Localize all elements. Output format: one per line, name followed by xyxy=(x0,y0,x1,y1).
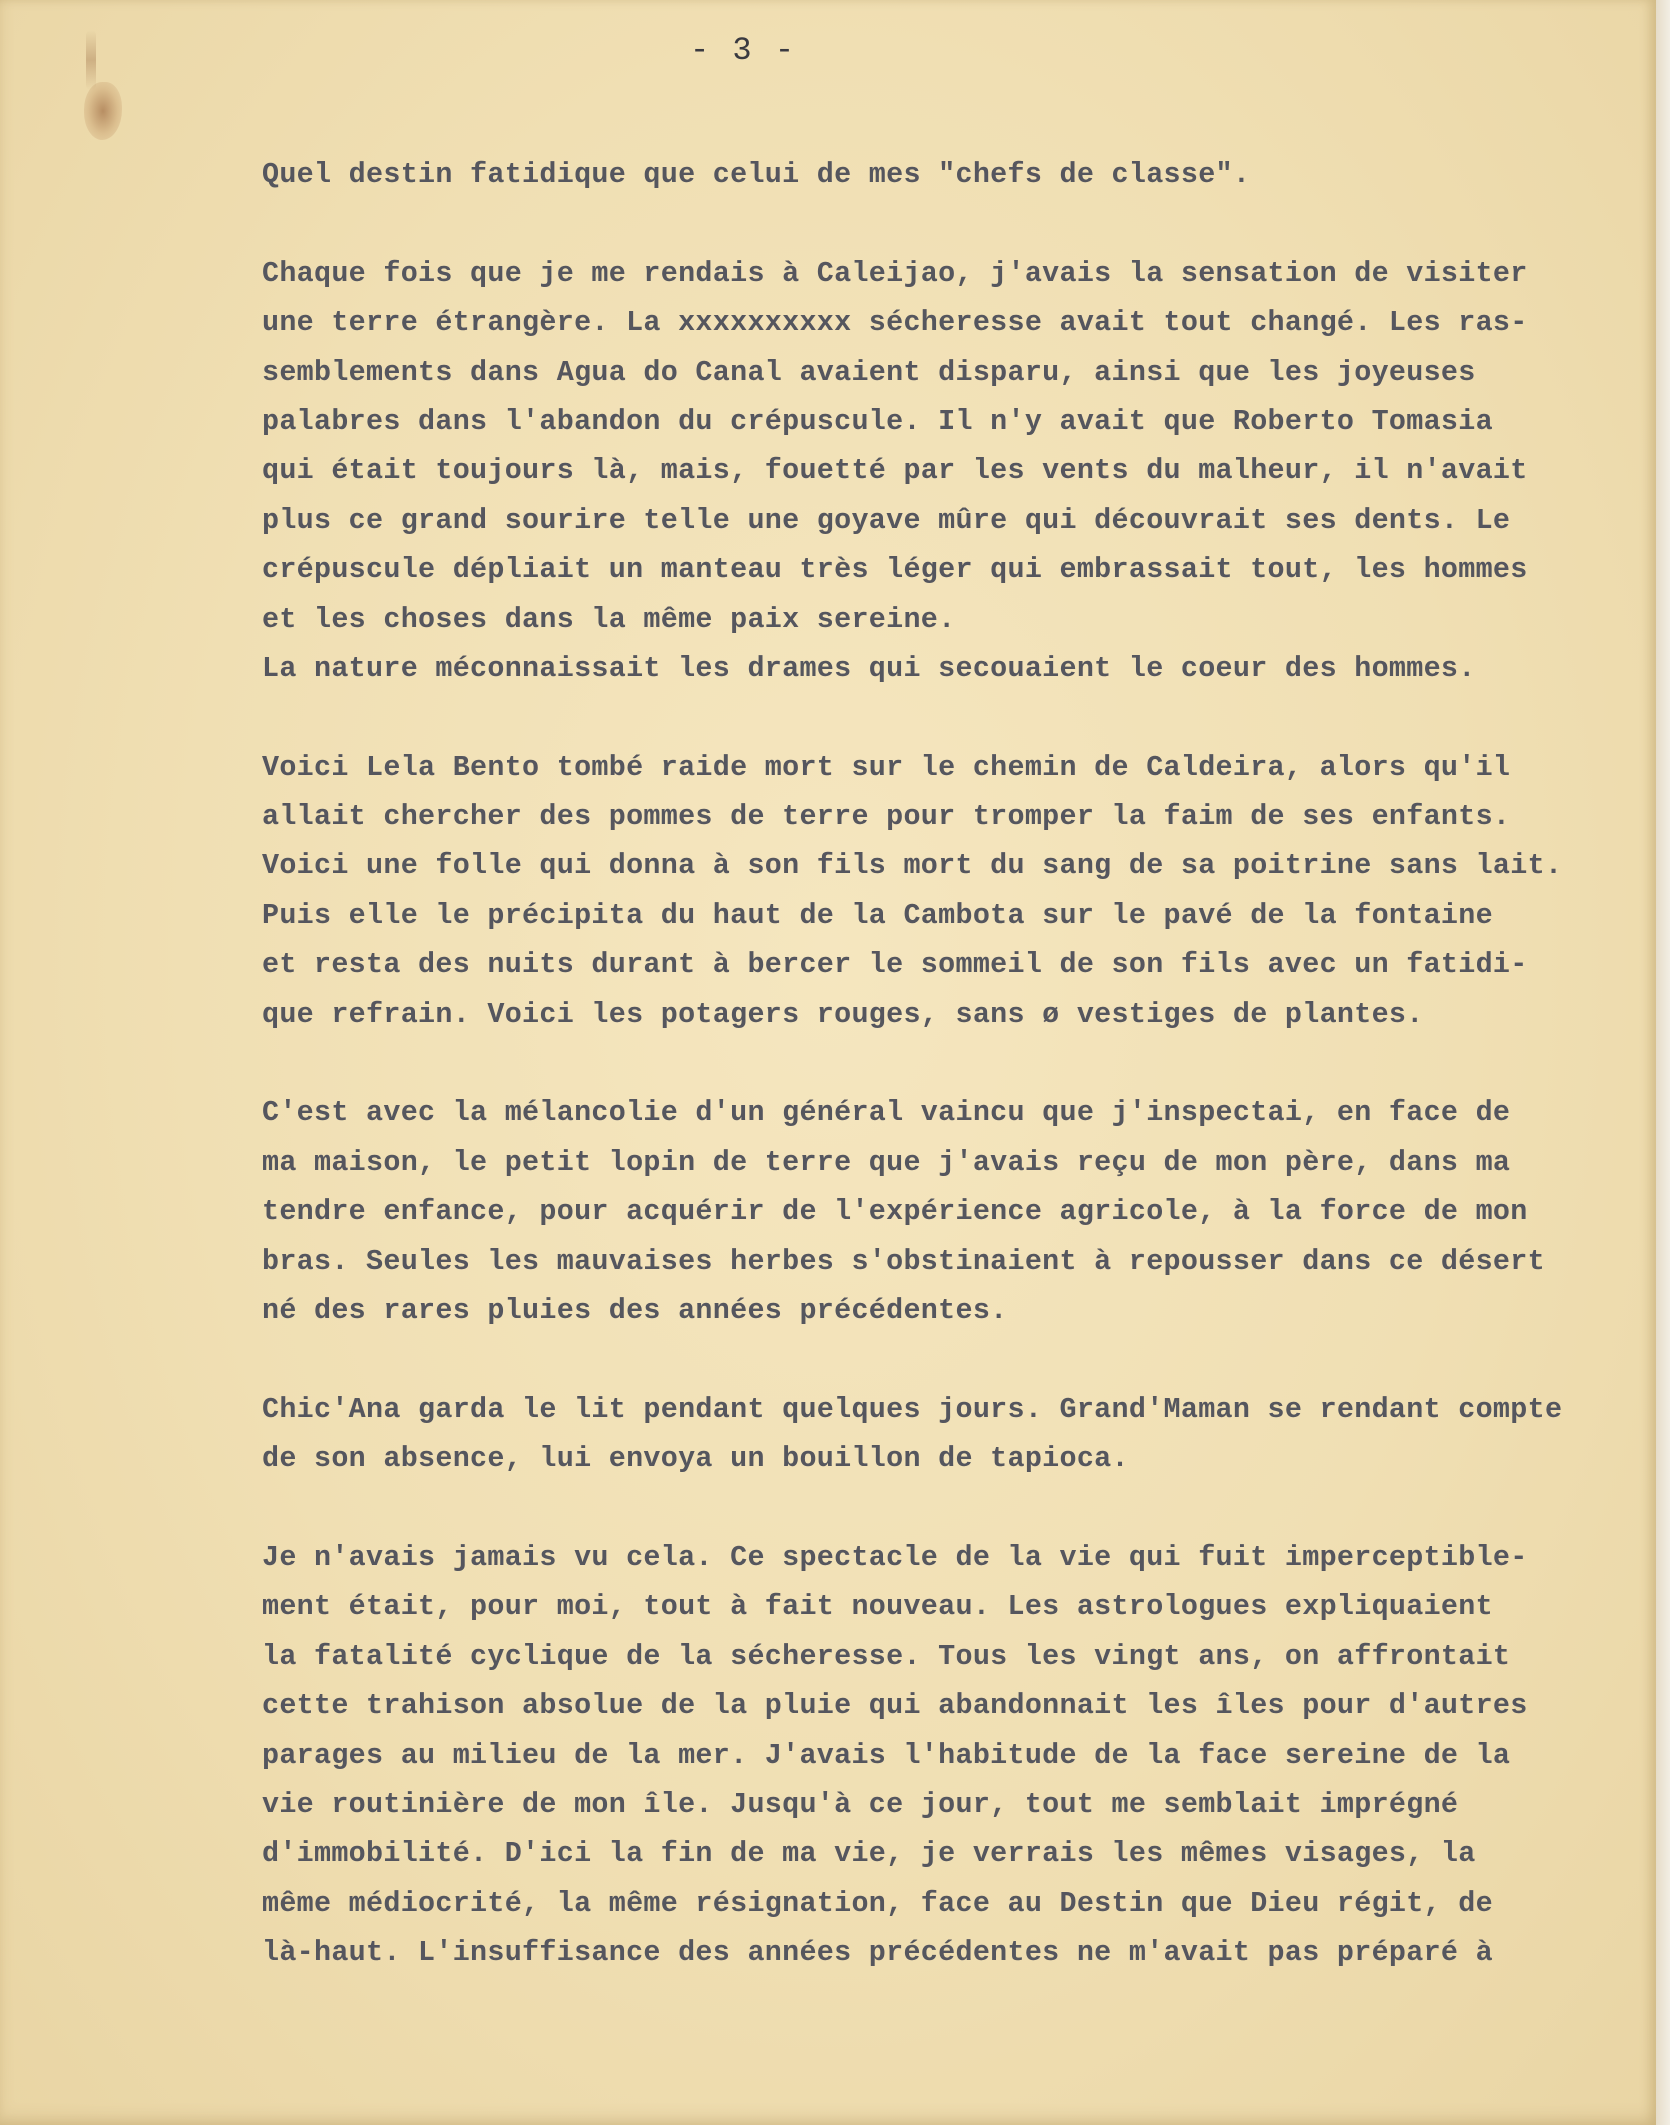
text-line: vie routinière de mon île. Jusqu'à ce jour, tout me semblait imprégné xyxy=(262,1787,1459,1821)
paragraph xyxy=(262,743,1662,1039)
paragraph xyxy=(262,1533,1662,1978)
text-line: ma maison, le petit lopin de terre que j'avais reçu de mon père, dans ma xyxy=(262,1145,1511,1179)
text-line: bras. Seules les mauvaises herbes s'obstinaient à repousser dans ce désert xyxy=(262,1244,1545,1278)
paragraph-gap xyxy=(262,1039,1662,1088)
text-line: tendre enfance, pour acquérir de l'expérience agricole, à la force de mon xyxy=(262,1195,1528,1229)
text-line: palabres dans l'abandon du crépuscule. Il n'y avait que Roberto Tomasia xyxy=(262,404,1493,438)
text-line: Chaque fois que je me rendais à Caleijao, j'avais la sensation de visiter xyxy=(262,256,1528,290)
text-line: Puis elle le précipita du haut de la Cambota sur le pavé de la fontaine xyxy=(262,898,1493,932)
paragraph-gap xyxy=(262,199,1662,248)
paragraph xyxy=(262,249,1662,694)
text-line: crépuscule dépliait un manteau très léger qui embrassait tout, les hommes xyxy=(262,553,1528,587)
paragraph-gap xyxy=(262,1484,1662,1533)
text-line: plus ce grand sourire telle une goyave mûre qui découvrait ses dents. Le xyxy=(262,503,1511,537)
text-line: Quel destin fatidique que celui de mes "chefs de classe". xyxy=(262,158,1251,191)
paper-stain xyxy=(86,30,96,90)
text-line: de son absence, lui envoya un bouillon de tapioca. xyxy=(262,1442,1129,1476)
paragraph-gap xyxy=(262,693,1662,742)
text-line: et resta des nuits durant à bercer le sommeil de son fils avec un fatidi- xyxy=(262,948,1528,982)
text-line: parages au milieu de la mer. J'avais l'habitude de la face sereine de la xyxy=(262,1738,1511,1772)
page-number: - 3 - xyxy=(690,32,797,69)
paragraph xyxy=(262,1088,1662,1335)
text-line: semblements dans Agua do Canal avaient disparu, ainsi que les joyeuses xyxy=(262,355,1476,389)
text-line: Je n'avais jamais vu cela. Ce spectacle de la vie qui fuit imperceptible- xyxy=(262,1540,1528,1574)
text-line: cette trahison absolue de la pluie qui abandonnait les îles pour d'autres xyxy=(262,1689,1528,1723)
text-line: une terre étrangère. La xxxxxxxxxx sécheresse avait tout changé. Les ras- xyxy=(262,306,1528,340)
paragraph-gap xyxy=(262,1335,1662,1384)
text-line: allait chercher des pommes de terre pour tromper la faim de ses enfants. xyxy=(262,800,1511,834)
page-body xyxy=(262,150,1662,1977)
text-line: et les choses dans la même paix sereine. xyxy=(262,602,956,636)
paragraph xyxy=(262,150,1662,199)
text-line: d'immobilité. D'ici la fin de ma vie, je verrais les mêmes visages, la xyxy=(262,1837,1476,1871)
text-line: là-haut. L'insuffisance des années précédentes ne m'avait pas préparé à xyxy=(262,1936,1493,1970)
text-line: Voici une folle qui donna à son fils mort du sang de sa poitrine sans lait. xyxy=(262,849,1563,883)
text-line: né des rares pluies des années précédentes. xyxy=(262,1293,1008,1327)
paper-edge xyxy=(1656,0,1670,2125)
text-line: ment était, pour moi, tout à fait nouveau. Les astrologues expliquaient xyxy=(262,1590,1493,1624)
text-line: que refrain. Voici les potagers rouges, sans ø vestiges de plantes. xyxy=(262,997,1424,1031)
text-line: qui était toujours là, mais, fouetté par les vents du malheur, il n'avait xyxy=(262,454,1528,488)
text-line: C'est avec la mélancolie d'un général vaincu que j'inspectai, en face de xyxy=(262,1096,1511,1130)
text-line: Chic'Ana garda le lit pendant quelques jours. Grand'Maman se rendant compte xyxy=(262,1392,1563,1426)
text-line: la fatalité cyclique de la sécheresse. Tous les vingt ans, on affrontait xyxy=(262,1639,1511,1673)
text-line: Voici Lela Bento tombé raide mort sur le chemin de Caldeira, alors qu'il xyxy=(262,750,1511,784)
text-line: La nature méconnaissait les drames qui secouaient le coeur des hommes. xyxy=(262,651,1476,685)
paragraph xyxy=(262,1385,1662,1484)
paper-stain xyxy=(84,82,122,140)
text-line: même médiocrité, la même résignation, face au Destin que Dieu régit, de xyxy=(262,1886,1493,1920)
